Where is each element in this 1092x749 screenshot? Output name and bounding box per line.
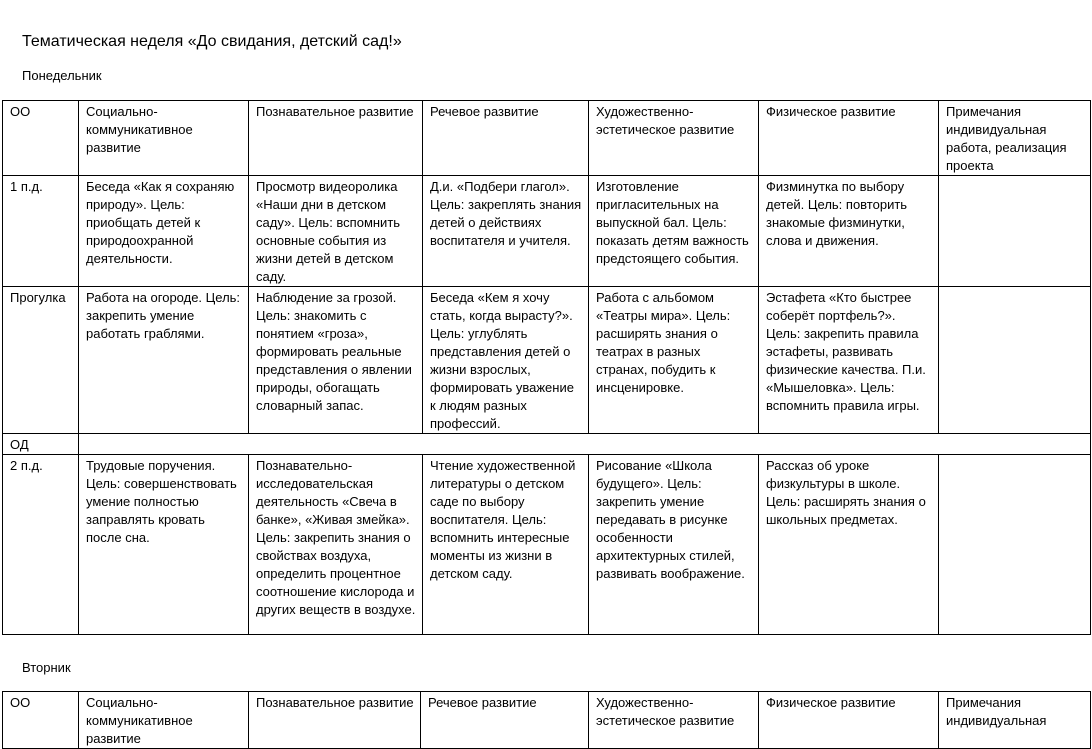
table-cell: Работа на огороде. Цель: закрепить умение работать граблями. <box>79 287 249 434</box>
table-cell <box>939 287 1091 434</box>
table-header-row <box>3 101 1091 176</box>
column-header: Примечания индивидуальная <box>939 692 1091 749</box>
column-header: Познавательное развитие <box>249 101 423 176</box>
table-cell: Просмотр видеоролика «Наши дни в детском саду». Цель: вспомнить основные события из жизни детей в детском саду. <box>249 176 423 287</box>
table-cell: Физминутка по выбору детей. Цель: повторить знакомые физминутки, слова и движения. <box>759 176 939 287</box>
column-header: ОО <box>3 101 79 176</box>
day-heading-tuesday: Вторник <box>22 660 71 675</box>
day-heading-monday: Понедельник <box>22 68 102 83</box>
table-cell: Беседа «Кем я хочу стать, когда вырасту?». Цель: углублять представления детей о жизни взрослых, формировать уважение к людям разных профессий. <box>423 287 589 434</box>
table-cell <box>939 455 1091 635</box>
table-cell: Беседа «Как я сохраняю природу». Цель: приобщать детей к природоохранной деятельности. <box>79 176 249 287</box>
table-cell: Рассказ об уроке физкультуры в школе. Цель: расширять знания о школьных предметах. <box>759 455 939 635</box>
table-cell: Чтение художественной литературы о детском саде по выбору воспитателя. Цель: вспомнить интересные моменты из жизни в детском саду. <box>423 455 589 635</box>
table-row <box>3 287 1091 434</box>
table-cell: Рисование «Школа будущего». Цель: закрепить умение передавать в рисунке особенности архитектурных стилей, развивать воображение. <box>589 455 759 635</box>
table-cell-merged <box>79 434 1091 455</box>
row-label: 2 п.д. <box>3 455 79 635</box>
table-cell: Эстафета «Кто быстрее соберёт портфель?». Цель: закрепить правила эстафеты, развивать физические качества. П.и. «Мышеловка». Цель: вспомнить правила игры. <box>759 287 939 434</box>
column-header: Социально-коммуникативное развитие <box>79 101 249 176</box>
column-header: Физическое развитие <box>759 692 939 749</box>
plan-table-monday <box>2 100 1091 635</box>
table-row <box>3 455 1091 635</box>
table-cell: Трудовые поручения. Цель: совершенствовать умение полностью заправлять кровать после сна. <box>79 455 249 635</box>
column-header: Физическое развитие <box>759 101 939 176</box>
row-label: 1 п.д. <box>3 176 79 287</box>
column-header: Познавательное развитие <box>249 692 421 749</box>
column-header: Речевое развитие <box>423 101 589 176</box>
row-label: Прогулка <box>3 287 79 434</box>
column-header: Художественно-эстетическое развитие <box>589 692 759 749</box>
page-title: Тематическая неделя «До свидания, детский сад!» <box>22 33 402 50</box>
plan-table-tuesday <box>2 691 1091 749</box>
table-cell: Познавательно-исследовательская деятельность «Свеча в банке», «Живая змейка». Цель: закрепить знания о свойствах воздуха, определить процентное соотношение кислорода и других веществ в воздухе. <box>249 455 423 635</box>
table-cell <box>939 176 1091 287</box>
column-header: Социально-коммуникативное развитие <box>79 692 249 749</box>
table-cell: Работа с альбомом «Театры мира». Цель: расширять знания о театрах в разных странах, побудить к инсценировке. <box>589 287 759 434</box>
table-row <box>3 434 1091 455</box>
table-header-row <box>3 692 1091 749</box>
table-cell: Изготовление пригласительных на выпускной бал. Цель: показать детям важность предстоящего события. <box>589 176 759 287</box>
column-header: Художественно-эстетическое развитие <box>589 101 759 176</box>
table-cell: Д.и. «Подбери глагол». Цель: закреплять знания детей о действиях воспитателя и учителя. <box>423 176 589 287</box>
table-row <box>3 176 1091 287</box>
table-cell: Наблюдение за грозой. Цель: знакомить с понятием «гроза», формировать реальные представления о явлении природы, обогащать словарный запас. <box>249 287 423 434</box>
column-header: ОО <box>3 692 79 749</box>
column-header: Примечания индивидуальная работа, реализация проекта <box>939 101 1091 176</box>
column-header: Речевое развитие <box>421 692 589 749</box>
row-label: ОД <box>3 434 79 455</box>
